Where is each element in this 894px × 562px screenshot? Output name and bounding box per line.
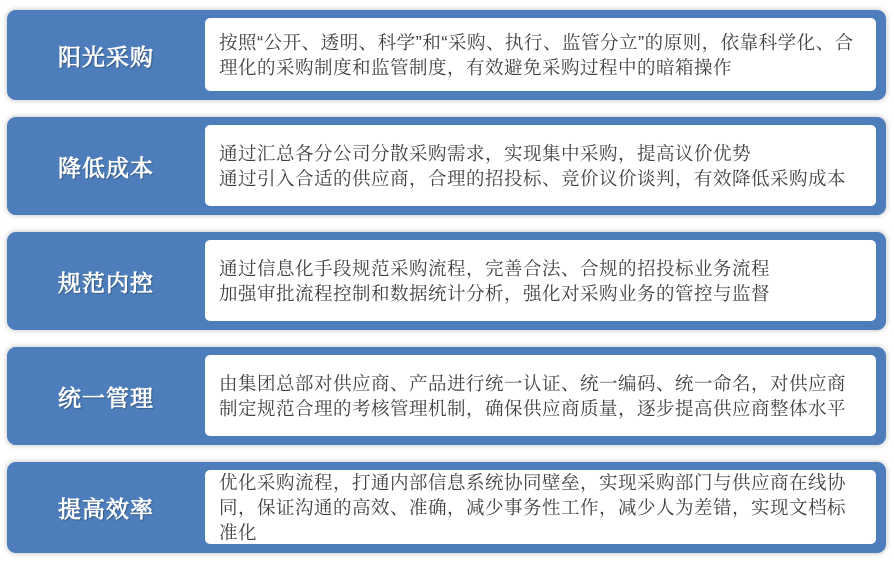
benefit-description	[205, 18, 876, 91]
description-line: 按照“公开、透明、科学”和“采购、执行、监管分立”的原则，依靠科学化、合理化的采购制度和监管制度，有效避免采购过程中的暗箱操作	[219, 31, 854, 78]
benefit-label: 统一管理	[58, 384, 154, 411]
benefit-description	[205, 470, 876, 544]
description-line: 通过引入合适的供应商，合理的招投标、竞价议价谈判，有效降低采购成本	[219, 167, 847, 189]
benefit-row	[7, 10, 886, 100]
benefit-description	[205, 125, 876, 206]
benefit-label: 降低成本	[58, 154, 154, 181]
benefit-label: 阳光采购	[58, 43, 154, 70]
benefit-label: 提高效率	[58, 496, 154, 522]
benefit-row	[7, 347, 886, 445]
description-line: 通过汇总各分公司分散采购需求，实现集中采购，提高议价优势	[219, 142, 752, 164]
benefit-description	[205, 355, 876, 436]
benefits-list	[7, 10, 886, 553]
description-line: 优化采购流程，打通内部信息系统协同壁垒，实现采购部门与供应商在线协同，保证沟通的高效、准确，减少事务性工作，减少人为差错，实现文档标准化	[219, 471, 847, 543]
benefit-row	[7, 232, 886, 330]
benefit-row	[7, 117, 886, 215]
description-line: 通过信息化手段规范采购流程，完善合法、合规的招投标业务流程	[219, 257, 771, 279]
description-line: 由集团总部对供应商、产品进行统一认证、统一编码、统一命名，对供应商制定规范合理的考核管理机制，确保供应商质量，逐步提高供应商整体水平	[219, 372, 847, 419]
benefit-label: 规范内控	[58, 269, 154, 296]
benefit-description	[205, 240, 876, 321]
description-line: 加强审批流程控制和数据统计分析，强化对采购业务的管控与监督	[219, 282, 771, 304]
benefit-row	[7, 462, 886, 553]
